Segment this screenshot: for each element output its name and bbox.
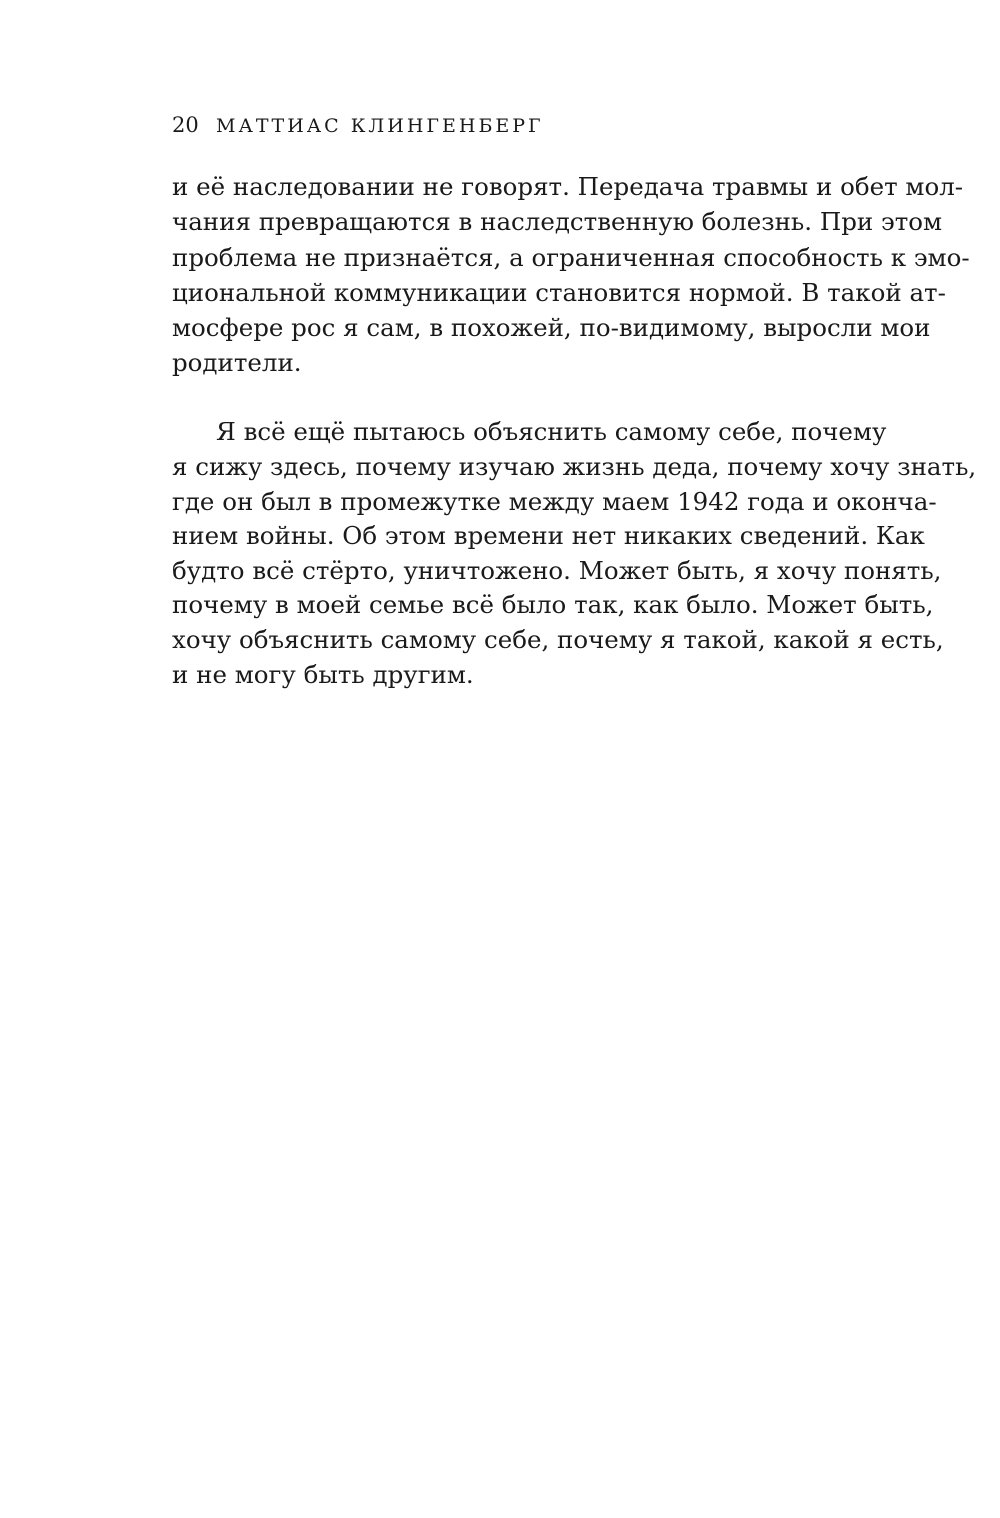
text-line: будто всё стёрто, уничтожено. Может быть, я хочу понять, xyxy=(172,556,942,585)
running-head xyxy=(172,110,544,141)
page-number: 20 xyxy=(172,113,199,137)
text-line: чания превращаются в наследственную болезнь. При этом xyxy=(172,207,943,236)
text-line: где он был в промежутке между маем 1942 года и оконча- xyxy=(172,487,937,516)
text-line: нием войны. Об этом времени нет никаких сведений. Как xyxy=(172,521,925,550)
text-line: почему в моей семье всё было так, как было. Может быть, xyxy=(172,590,934,619)
text-line: мосфере рос я сам, в похожей, по-видимому, выросли мои xyxy=(172,313,931,342)
text-line: я сижу здесь, почему изучаю жизнь деда, почему хочу знать, xyxy=(172,452,977,481)
text-line: проблема не признаётся, а ограниченная способность к эмо- xyxy=(172,243,970,272)
text-line: и не могу быть другим. xyxy=(172,660,474,689)
text-line: Я всё ещё пытаюсь объяснить самому себе, почему xyxy=(216,417,887,446)
text-line: хочу объяснить самому себе, почему я такой, какой я есть, xyxy=(172,625,944,654)
text-line: и её наследовании не говорят. Передача травмы и обет мол- xyxy=(172,172,964,201)
text-line: родители. xyxy=(172,348,302,377)
running-head-author: МАТТИАС КЛИНГЕНБЕРГ xyxy=(216,115,544,137)
text-line: циональной коммуникации становится нормой. В такой ат- xyxy=(172,278,946,307)
